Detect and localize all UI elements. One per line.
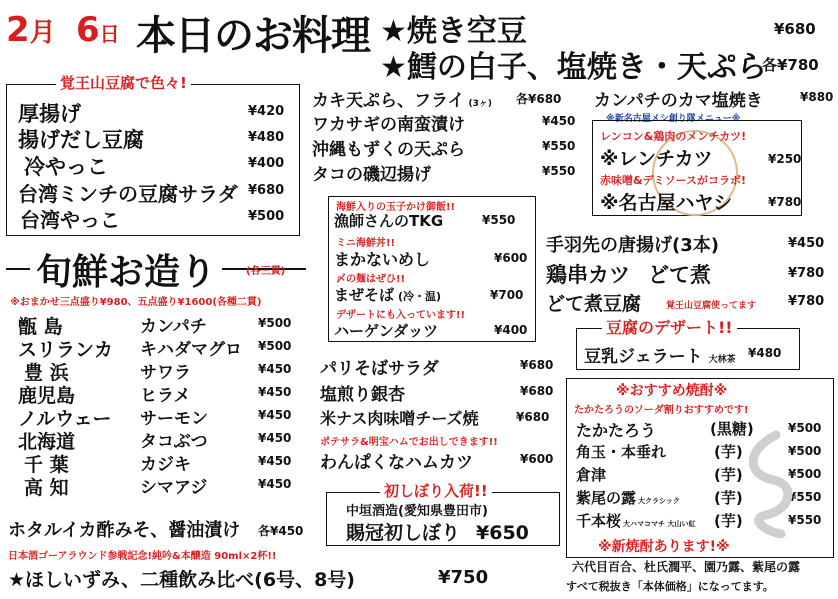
rice-note2: ミニ海鮮丼!!	[336, 238, 396, 249]
tofu-price: ¥480	[248, 130, 285, 145]
doteni-tofu-price: ¥780	[788, 294, 825, 309]
shochu-type: (黒糖)	[710, 420, 754, 438]
sashimi-heading-note: (各三貫)	[246, 266, 286, 277]
tofu-item: 台湾やっこ	[20, 208, 120, 232]
shochu-note: たかたろうのソーダ割りおすすめです!	[574, 405, 749, 416]
middle-lower-item: わんぱくなハムカツ	[320, 453, 473, 473]
header-item1-price: ¥680	[774, 20, 816, 38]
tebasaki-item: 手羽先の唐揚げ(3本)	[546, 235, 719, 256]
tofu-item: 冷やっこ	[24, 155, 108, 179]
shochu-price: ¥500	[788, 421, 822, 435]
shochu-price: ¥550	[788, 513, 822, 527]
sashimi-origin: 豊 浜	[24, 362, 69, 384]
collab-item1: ※レンチカツ	[600, 148, 713, 170]
date-day	[76, 10, 120, 50]
kama-item: カンパチのカマ塩焼き	[594, 91, 763, 111]
sake-box-brewery: 中垣酒造(愛知県豊田市)	[346, 504, 488, 519]
day-number: 6	[76, 10, 100, 50]
collab-item2: ※名古屋ハヤシ	[600, 192, 733, 214]
sashimi-fish: ヒラメ	[140, 386, 191, 406]
sashimi-fish: カンパチ	[140, 317, 207, 337]
sashimi-origin: スリランカ	[18, 339, 114, 361]
shochu-type: (芋)	[714, 443, 743, 461]
sashimi-price: ¥450	[258, 431, 292, 445]
doteni-tofu-note: 覚王山豆腐使ってます	[666, 301, 757, 311]
brush-decoration-icon	[736, 430, 796, 540]
month-number: 2	[6, 10, 30, 50]
shochu-price: ¥500	[788, 467, 822, 481]
sashimi-origin: 鹿児島	[18, 385, 76, 407]
sashimi-origin: 北海道	[18, 431, 76, 453]
sashimi-fish: キハダマグロ	[140, 340, 242, 360]
tax-footer: すべて税抜き「本体価格」になってます。	[566, 580, 774, 593]
header-item2-price: 各¥780	[762, 56, 819, 74]
header-item1: ★焼き空豆	[380, 14, 527, 49]
middle-lower-item: パリそばサラダ	[320, 359, 439, 379]
rice-note3: 〆の麺はぜひ!!	[336, 274, 406, 285]
sashimi-price: ¥450	[258, 362, 292, 376]
shochu-type: (芋)	[714, 466, 743, 484]
date-month	[6, 10, 56, 50]
tofu-price: ¥500	[248, 209, 285, 224]
collab-note2: 赤味噌&デミソースがコラボ!	[600, 174, 747, 187]
collab-heading: ※新名古屋メシ創り隊メニュー※	[606, 114, 741, 124]
rice-item3-price: ¥700	[490, 288, 524, 302]
rice-item3: まぜそば (冷・温)	[334, 286, 442, 304]
rice-note4: デザートにも入っています!!	[336, 310, 466, 321]
tofu-item: 厚揚げ	[18, 102, 81, 126]
sashimi-origin: ノルウェー	[18, 408, 112, 430]
sashimi-price: ¥450	[258, 477, 292, 491]
sashimi-fish: タコぶつ	[140, 432, 208, 452]
header-item2: ★鱈の白子、塩焼き・天ぷら	[380, 50, 767, 85]
dessert-heading: 豆腐のデザート!!	[602, 315, 737, 338]
tofu-price: ¥420	[248, 104, 285, 119]
collab-item1-price: ¥250	[768, 152, 802, 166]
rice-item4-price: ¥400	[494, 323, 528, 337]
sashimi-origin: 千 葉	[24, 454, 69, 476]
tofu-price: ¥680	[248, 183, 285, 198]
rice-item2: まかないめし	[334, 250, 431, 269]
new-shochu-list: 六代目百合、杜氏潤平、園乃露、紫尾の露	[572, 560, 801, 574]
middle-item: 沖縄もずくの天ぷら	[312, 140, 465, 160]
sashimi-origin: 甑 島	[18, 316, 63, 338]
sashimi-fish: サワラ	[140, 363, 191, 383]
sake-tasting-item: ★ほしいずみ、二種飲み比べ(6号、8号)	[8, 569, 355, 591]
sake-box-heading: 初しぼり入荷!!	[380, 480, 492, 501]
middle-lower-item: 米ナス肉味噌チーズ焼	[320, 409, 479, 428]
doteni-tofu-item: どて煮豆腐	[546, 293, 642, 315]
middle-price: ¥450	[542, 114, 576, 128]
page-title: 本日のお料理	[136, 13, 370, 59]
shochu-name: たかたろう	[576, 421, 657, 440]
hotaru-price: 各¥450	[258, 524, 304, 538]
kushikatsu-doteni-price: ¥780	[788, 266, 825, 281]
shochu-heading: ※おすすめ焼酎※	[616, 383, 728, 399]
rice-item1: 漁師さんのTKG	[334, 212, 444, 230]
shochu-name: 千本桜 大ハマコマチ 大山い紅	[576, 512, 696, 530]
sashimi-price: ¥450	[258, 385, 292, 399]
new-shochu-heading: ※新焼酎あります!※	[598, 539, 730, 555]
month-unit: 月	[29, 18, 56, 48]
tofu-price: ¥400	[248, 156, 285, 171]
shochu-name: 角玉・本垂れ	[576, 443, 667, 461]
middle-lower-price: ¥680	[520, 358, 554, 372]
middle-lower-item: 塩煎り銀杏	[320, 385, 405, 405]
sashimi-heading: 旬鮮お造り	[30, 244, 222, 295]
sake-event-note: 日本酒ゴーアラウンド参戦記念!純吟&本醸造 90ml×2杯!!	[8, 551, 277, 562]
collab-item2-price: ¥780	[768, 195, 802, 209]
sashimi-fish: シマアジ	[140, 478, 208, 498]
middle-price: 各¥680	[516, 92, 562, 106]
tofu-heading: 覚王山豆腐で色々!	[56, 72, 191, 93]
sake-tasting-price: ¥750	[438, 567, 489, 588]
rice-item4: ハーゲンダッツ	[334, 322, 439, 340]
middle-item: ワカサギの南蛮漬け	[312, 115, 465, 135]
sashimi-price: ¥450	[258, 408, 292, 422]
hotaru-item: ホタルイカ酢みそ、醤油漬け	[8, 520, 241, 541]
sake-box-name: 賜冠初しぼり ¥650	[346, 522, 529, 544]
tofu-item: 揚げだし豆腐	[18, 128, 144, 152]
rice-note1: 海鮮入りの玉子かけ御飯!!	[336, 202, 456, 213]
kama-price: ¥880	[800, 90, 834, 104]
sashimi-price: ¥450	[258, 454, 292, 468]
dotenimi-item: どて煮	[648, 263, 711, 287]
tofu-item: 台湾ミンチの豆腐サラダ	[18, 182, 238, 206]
sake-box-price: ¥650	[476, 522, 529, 544]
day-unit: 日	[99, 22, 120, 46]
shochu-name: 紫尾の露 大クラシック	[576, 489, 680, 507]
rice-item2-price: ¥600	[494, 251, 528, 265]
middle-lower-price: ¥600	[520, 452, 554, 466]
sashimi-fish: サーモン	[140, 409, 208, 429]
middle-lower-note4: ポテサラ&明宝ハムでお出しできます!!	[320, 437, 498, 448]
middle-item: タコの磯辺揚げ	[312, 165, 431, 185]
shochu-type: (芋)	[714, 512, 743, 530]
sashimi-price: ¥500	[258, 339, 292, 353]
sashimi-note: ※おまかせ三点盛り¥980、五点盛り¥1600(各種二貫)	[10, 297, 262, 308]
shochu-price: ¥500	[788, 444, 822, 458]
middle-item: カキ天ぷら、フライ (3ヶ)	[312, 91, 492, 111]
sashimi-price: ¥500	[258, 316, 292, 330]
kushikatsu-item: 鶏串カツ どて煮	[546, 263, 711, 287]
dessert-price: ¥480	[748, 346, 782, 360]
dessert-item: 豆乳ジェラート 大林茶	[584, 347, 736, 367]
rice-item1-price: ¥550	[482, 213, 516, 227]
shochu-type: (芋)	[714, 489, 743, 507]
middle-price: ¥550	[542, 164, 576, 178]
tebasaki-price: ¥450	[788, 236, 825, 251]
collab-note1: レンコン&鶏肉のメンチカツ!	[600, 130, 747, 143]
sashimi-origin: 高 知	[24, 477, 69, 499]
shochu-price: ¥550	[788, 490, 822, 504]
middle-lower-price: ¥680	[520, 384, 554, 398]
shochu-name: 倉津	[576, 466, 607, 484]
sashimi-fish: カジキ	[140, 455, 191, 475]
middle-lower-price: ¥680	[516, 410, 550, 424]
middle-price: ¥550	[542, 139, 576, 153]
